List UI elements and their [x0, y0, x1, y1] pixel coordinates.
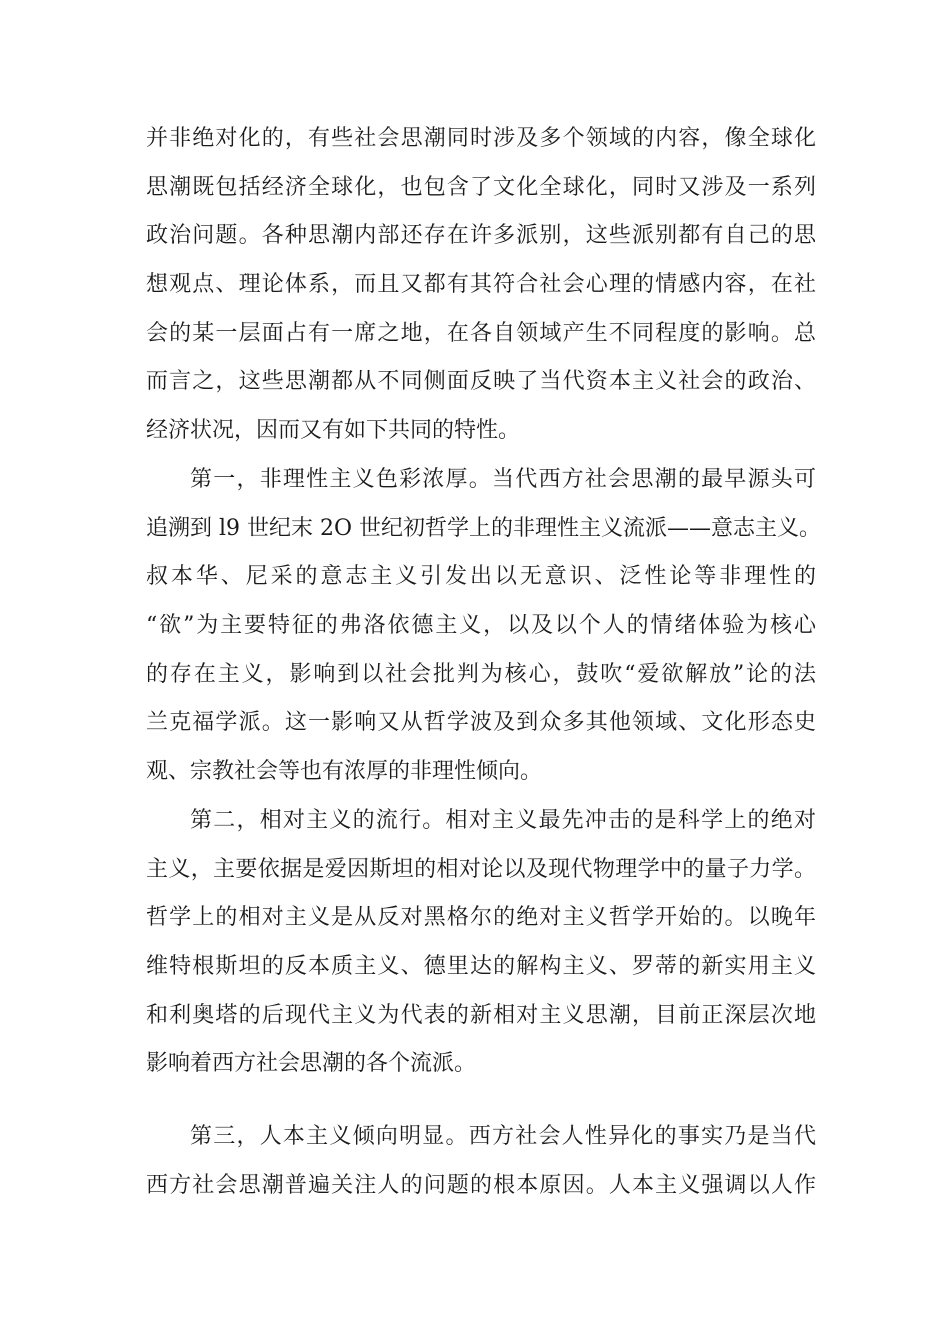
- text-line: 兰克福学派。这一影响又从哲学波及到众多其他领域、文化形态史: [146, 710, 816, 736]
- text-line: 思潮既包括经济全球化，也包含了文化全球化，同时又涉及一系列: [146, 174, 816, 200]
- text-line: 追溯到 l9 世纪末 2O 世纪初哲学上的非理性主义流派——意志主义。: [146, 515, 822, 541]
- paragraph-first-characteristic: [146, 456, 822, 797]
- text-line: “欲”为主要特征的弗洛依德主义，以及以个人的情绪体验为核心: [146, 613, 816, 639]
- text-line: 第三，人本主义倾向明显。西方社会人性异化的事实乃是当代: [190, 1124, 816, 1149]
- text-line: 观、宗教社会等也有浓厚的非理性倾向。: [146, 759, 543, 785]
- text-line: 西方社会思潮普遍关注人的问题的根本原因。人本主义强调以人作: [146, 1172, 816, 1198]
- text-line: 和利奥塔的后现代主义为代表的新相对主义思潮，目前正深层次地: [146, 1002, 816, 1028]
- text-line: 经济状况，因而又有如下共同的特性。: [146, 418, 521, 444]
- text-line: 的存在主义，影响到以社会批判为核心，鼓吹“爱欲解放”论的法: [146, 661, 816, 687]
- text-line: 哲学上的相对主义是从反对黑格尔的绝对主义哲学开始的。以晚年: [146, 905, 816, 931]
- paragraph-third-characteristic: [146, 1113, 816, 1210]
- text-line: 影响着西方社会思潮的各个流派。: [146, 1051, 477, 1077]
- paragraph-second-characteristic: [146, 797, 816, 1089]
- paragraph-intro-continuation: [146, 115, 816, 456]
- text-line: 政治问题。各种思潮内部还存在许多派别，这些派别都有自己的思: [146, 223, 816, 249]
- text-line: 想观点、理论体系，而且又都有其符合社会心理的情感内容，在社: [146, 272, 816, 298]
- text-line: 叔本华、尼采的意志主义引发出以无意识、泛性论等非理性的: [146, 564, 816, 590]
- text-line: 第二，相对主义的流行。相对主义最先冲击的是科学上的绝对: [190, 808, 816, 833]
- text-line: 并非绝对化的，有些社会思潮同时涉及多个领域的内容，像全球化: [146, 126, 816, 151]
- text-line: 而言之，这些思潮都从不同侧面反映了当代资本主义社会的政治、: [146, 369, 816, 395]
- text-line: 会的某一层面占有一席之地，在各自领域产生不同程度的影响。总: [146, 320, 816, 346]
- text-line: 第一，非理性主义色彩浓厚。当代西方社会思潮的最早源头可: [190, 467, 816, 492]
- text-line: 维特根斯坦的反本质主义、德里达的解构主义、罗蒂的新实用主义: [146, 954, 816, 980]
- text-line: 主义，主要依据是爱因斯坦的相对论以及现代物理学中的量子力学。: [146, 856, 816, 882]
